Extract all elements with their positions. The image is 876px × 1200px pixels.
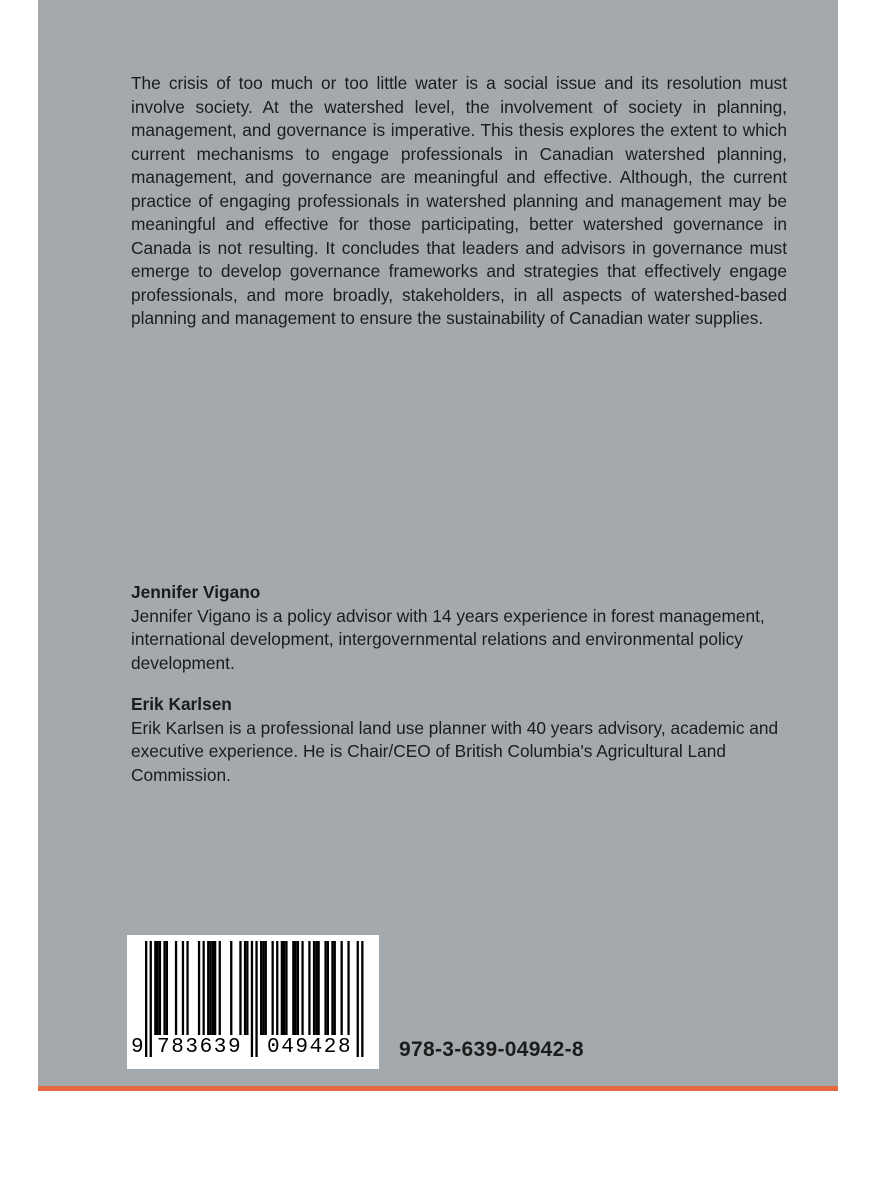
barcode-bar: [207, 941, 209, 1035]
barcode-bar: [157, 941, 159, 1035]
orange-accent-line: [38, 1086, 838, 1091]
barcode-bar: [318, 941, 320, 1035]
barcode-digit-first: 9: [131, 1036, 144, 1059]
author-block-vigano: [131, 581, 791, 675]
barcode-bar: [154, 941, 156, 1035]
barcode-bar: [159, 941, 161, 1035]
barcode-bar: [347, 941, 349, 1035]
barcode-bar: [315, 941, 317, 1035]
barcode-bar: [203, 941, 205, 1035]
barcode-bar: [265, 941, 267, 1035]
barcode-bar: [313, 941, 315, 1035]
barcode-bar: [276, 941, 278, 1035]
barcode-bar: [166, 941, 168, 1035]
barcode-bar: [285, 941, 287, 1035]
barcode-bar: [198, 941, 200, 1035]
barcode-bar: [283, 941, 285, 1035]
barcode-bar: [295, 941, 297, 1035]
barcode-bar: [209, 941, 211, 1035]
author-block-karlsen: [131, 693, 791, 787]
barcode-bar: [246, 941, 248, 1035]
barcode-bar: [301, 941, 303, 1035]
barcode-bar: [214, 941, 216, 1035]
barcode-bar: [260, 941, 262, 1035]
barcode-bar: [182, 941, 184, 1035]
isbn-barcode: [127, 935, 379, 1069]
barcode-bar: [297, 941, 299, 1035]
barcode-bar: [327, 941, 329, 1035]
barcode-bar: [212, 941, 214, 1035]
barcode-bar: [331, 941, 333, 1035]
barcode-digits-right: 049428: [267, 1036, 353, 1059]
barcode-bar: [324, 941, 326, 1035]
barcode-bar: [281, 941, 283, 1035]
barcode-bar: [341, 941, 343, 1035]
barcode-bar: [163, 941, 165, 1035]
author-name: Jennifer Vigano: [131, 582, 261, 602]
barcode-bar: [175, 941, 177, 1035]
author-bio: Jennifer Vigano is a policy advisor with 14 years experience in forest management, international development, intergovernmental relations and environmental policy development.: [131, 605, 765, 673]
barcode-bar: [262, 941, 264, 1035]
author-name: Erik Karlsen: [131, 694, 232, 714]
barcode-bar: [244, 941, 246, 1035]
barcode-digits-left: 783639: [157, 1036, 243, 1059]
abstract-text: The crisis of too much or too little water is a social issue and its resolution must involve society. At the watershed level, the involvement of society in planning, management, and governance is imperative. This thesis explores the extent to which current mechanisms to engage professionals in Canadian watershed planning, management, and governance are meaningful and effective. Although, the current practice of engaging professionals in watershed planning and management may be meaningful and effective for those participating, better watershed governance in Canada is not resulting. It concludes that leaders and advisors in governance must emerge to develop governance frameworks and strategies that effectively engage professionals, and more broadly, stakeholders, in all aspects of watershed-based planning and management to ensure the sustainability of Canadian water supplies.: [131, 73, 787, 328]
barcode-bar: [230, 941, 232, 1035]
barcode-bar: [239, 941, 241, 1035]
barcode-bar: [219, 941, 221, 1035]
barcode-bar: [292, 941, 294, 1035]
barcode-bar: [334, 941, 336, 1035]
barcode-bar: [186, 941, 188, 1035]
barcode-bar: [308, 941, 310, 1035]
isbn-number: 978-3-639-04942-8: [399, 1038, 584, 1061]
barcode-digits: [127, 1036, 379, 1062]
barcode-bar: [272, 941, 274, 1035]
author-bio: Erik Karlsen is a professional land use planner with 40 years advisory, academic and executive experience. He is Chair/CEO of British Columbia's Agricultural Land Commission.: [131, 717, 779, 785]
